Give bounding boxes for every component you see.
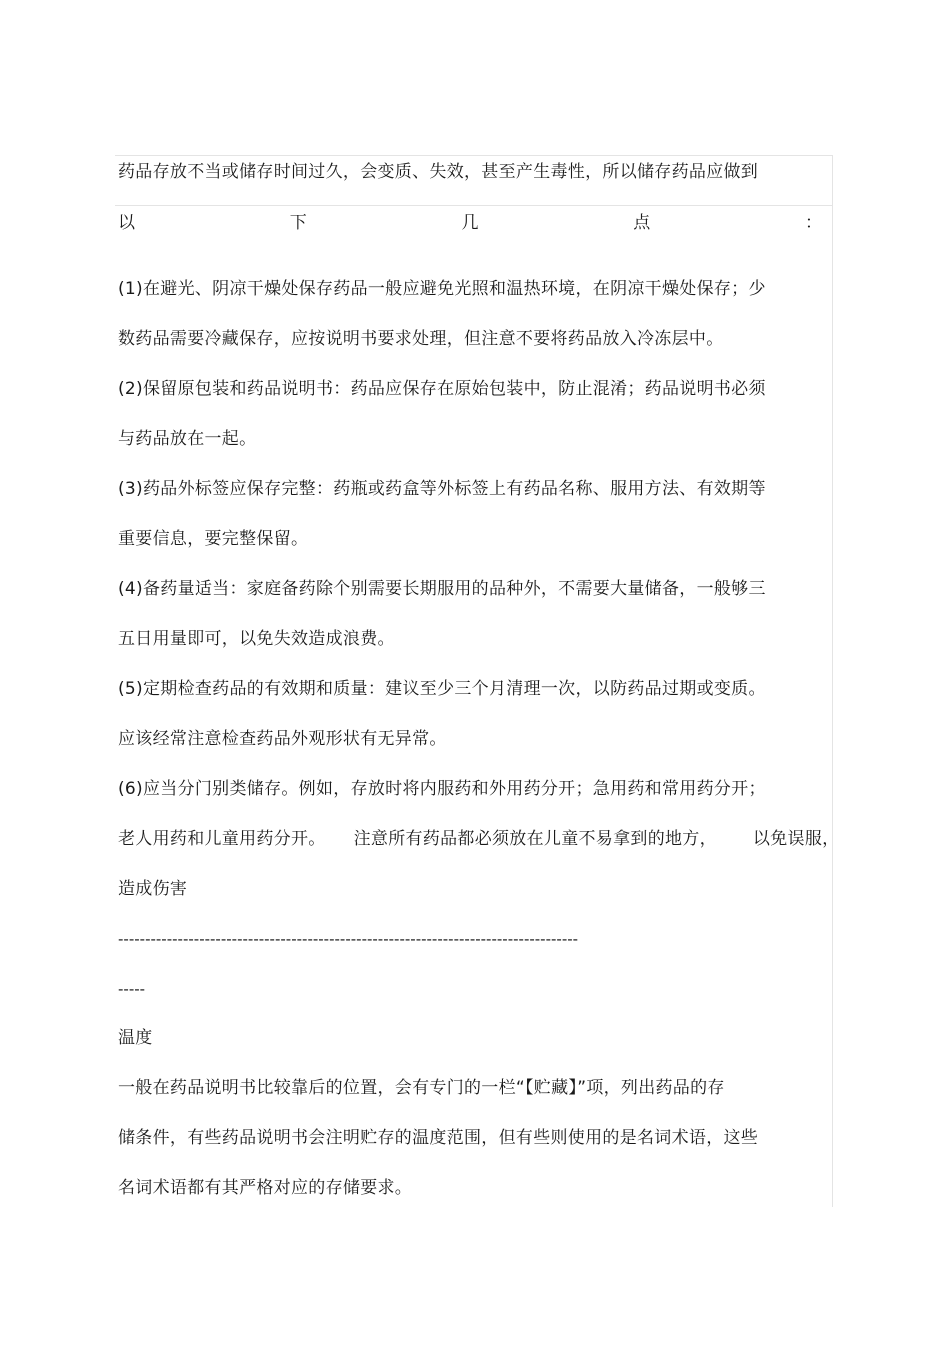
item-6-line-3: 造成伤害 xyxy=(118,879,188,899)
spread-char: 几 xyxy=(461,213,479,233)
separator-long: ------------------------------------------------------------------------------------- xyxy=(118,930,579,948)
intro-rule xyxy=(115,205,833,206)
item-6-line-1: (6)应当分门别类储存。例如，存放时将内服药和外用药分开；急用药和常用药分开； xyxy=(118,779,766,799)
item-1-line-2: 数药品需要冷藏保存，应按说明书要求处理，但注意不要将药品放入冷冻层中。 xyxy=(118,329,724,349)
item-4-line-2: 五日用量即可，以免失效造成浪费。 xyxy=(118,629,395,649)
temperature-line-1: 一般在药品说明书比较靠后的位置，会有专门的一栏“【贮藏】”项，列出药品的存 xyxy=(118,1078,725,1098)
item-6-line-2-part-a: 老人用药和儿童用药分开。 xyxy=(118,829,326,849)
spread-char: ： xyxy=(805,213,822,233)
spread-char: 下 xyxy=(289,213,307,233)
top-rule xyxy=(115,155,833,156)
spread-char: 点 xyxy=(633,213,651,233)
item-6-line-2-part-c: 以免误服， xyxy=(752,829,840,849)
section-heading-temperature: 温度 xyxy=(118,1028,153,1048)
item-5-line-1: (5)定期检查药品的有效期和质量：建议至少三个月清理一次，以防药品过期或变质。 xyxy=(118,679,766,699)
item-5-line-2: 应该经常注意检查药品外观形状有无异常。 xyxy=(118,729,447,749)
item-2-line-1: (2)保留原包装和药品说明书：药品应保存在原始包装中，防止混淆；药品说明书必须 xyxy=(118,379,766,399)
intro-line-1: 药品存放不当或储存时间过久，会变质、失效，甚至产生毒性，所以储存药品应做到 xyxy=(118,162,759,182)
temperature-line-2: 储条件，有些药品说明书会注明贮存的温度范围，但有些则使用的是名词术语，这些 xyxy=(118,1128,759,1148)
item-1-line-1: (1)在避光、阴凉干燥处保存药品一般应避免光照和温热环境，在阴凉干燥处保存；少 xyxy=(118,279,766,299)
spread-char: 以 xyxy=(118,213,135,233)
item-4-line-1: (4)备药量适当：家庭备药除个别需要长期服用的品种外，不需要大量储备，一般够三 xyxy=(118,579,766,599)
intro-line-2 xyxy=(118,212,822,234)
item-3-line-1: (3)药品外标签应保存完整：药瓶或药盒等外标签上有药品名称、服用方法、有效期等 xyxy=(118,479,766,499)
item-6-line-2 xyxy=(118,828,839,850)
item-2-line-2: 与药品放在一起。 xyxy=(118,429,257,449)
right-margin-rule xyxy=(832,155,833,1207)
separator-short: ----- xyxy=(118,980,146,998)
item-3-line-2: 重要信息，要完整保留。 xyxy=(118,529,309,549)
temperature-line-3: 名词术语都有其严格对应的存储要求。 xyxy=(118,1178,413,1198)
item-6-line-2-part-b: 注意所有药品都必须放在儿童不易拿到的地方， xyxy=(353,829,717,849)
